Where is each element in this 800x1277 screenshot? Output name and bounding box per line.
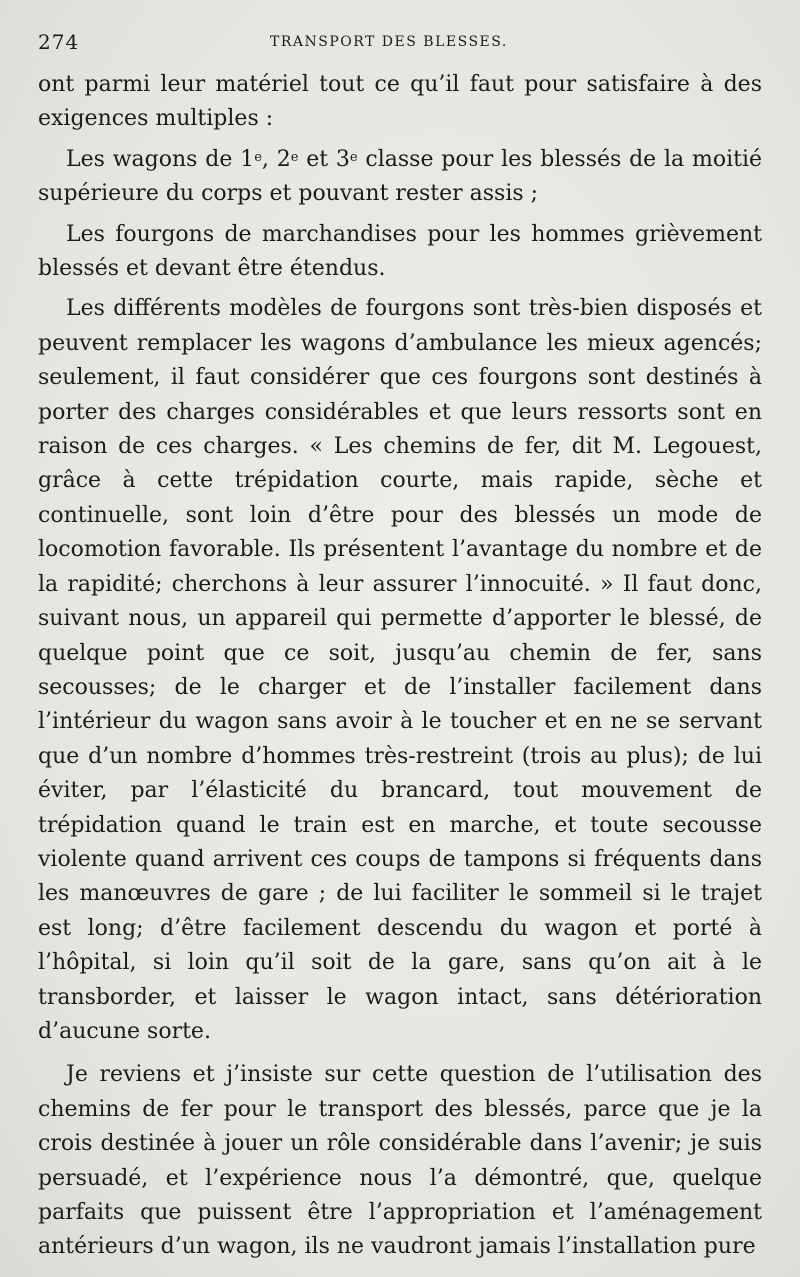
paragraph-modeles: Les différents modèles de fourgons sont très-bien disposés et peuvent remplacer les wagons d’ambulance les mieux agencés; seulement, il faut considérer que ces fourgons sont destinés à porter des charges considérables et que leurs ressorts sont en raison de ces charges. « Les chemins de fer, dit M. Legouest, grâce à cette trépidation courte, mais rapide, sèche et continuelle, sont loin d’être pour des blessés un mode de locomotion favorable. Ils présentent l’avantage du nombre et de la rapidité; cherchons à leur assurer l’innocuité. » Il faut donc, suivant nous, un appareil qui permette d’apporter le blessé, de quelque point que ce soit, jusqu’au chemin de fer, sans secousses; de le charger et de l’installer facilement dans l’intérieur du wagon sans avoir à le toucher et en ne se servant que d’un nombre d’hommes très-restreint (trois au plus); de lui éviter, par l’élasticité du brancard, tout mouvement de trépidation quand le train est en marche, et toute secousse violente quand arrivent ces coups de tampons si fréquents dans les manœuvres de gare ; de lui faciliter le sommeil si le trajet est long; d’être facilement descendu du wagon et porté à l’hôpital, si loin qu’il soit de la gare, sans qu’on ait à le transborder, et laisser le wagon intact, sans détérioration d’aucune sorte. xyxy=(38,296,762,1044)
paragraph-reviens: Je reviens et j’insiste sur cette question de l’utilisation des chemins de fer pour le transport des blessés, parce que je la crois destinée à jouer un rôle considérable dans l’avenir; je suis persuadé, et l’expérience nous l’a démontré, que, quelque parfaits que puissent être l’appropriation et l’aménagement antérieurs d’un wagon, ils ne vaudront jamais l’installation pure xyxy=(38,1062,762,1260)
paragraph-continuation: ont parmi leur matériel tout ce qu’il faut pour satisfaire à des exigences multiples : xyxy=(38,72,762,132)
page-number: 274 xyxy=(38,30,80,54)
wagons-text-mid: , 2 xyxy=(261,146,291,172)
page-header xyxy=(38,30,762,60)
body-text xyxy=(38,68,762,1265)
paragraph-wagons xyxy=(38,143,762,212)
wagons-text-mid: et 3 xyxy=(298,146,350,172)
ordinal-superscript: e xyxy=(254,149,262,165)
wagons-text-start: Les wagons de 1 xyxy=(66,146,255,172)
ordinal-superscript: e xyxy=(349,149,358,165)
running-title: TRANSPORT DES BLESSES. xyxy=(270,34,508,50)
ordinal-superscript: e xyxy=(290,149,299,165)
paragraph-fourgons: Les fourgons de marchandises pour les hommes grièvement blessés et devant être étendus. xyxy=(38,221,762,282)
wagons-text-end: classe pour les blessés de la moitié supérieure du corps et pouvant rester assis ; xyxy=(38,146,763,207)
